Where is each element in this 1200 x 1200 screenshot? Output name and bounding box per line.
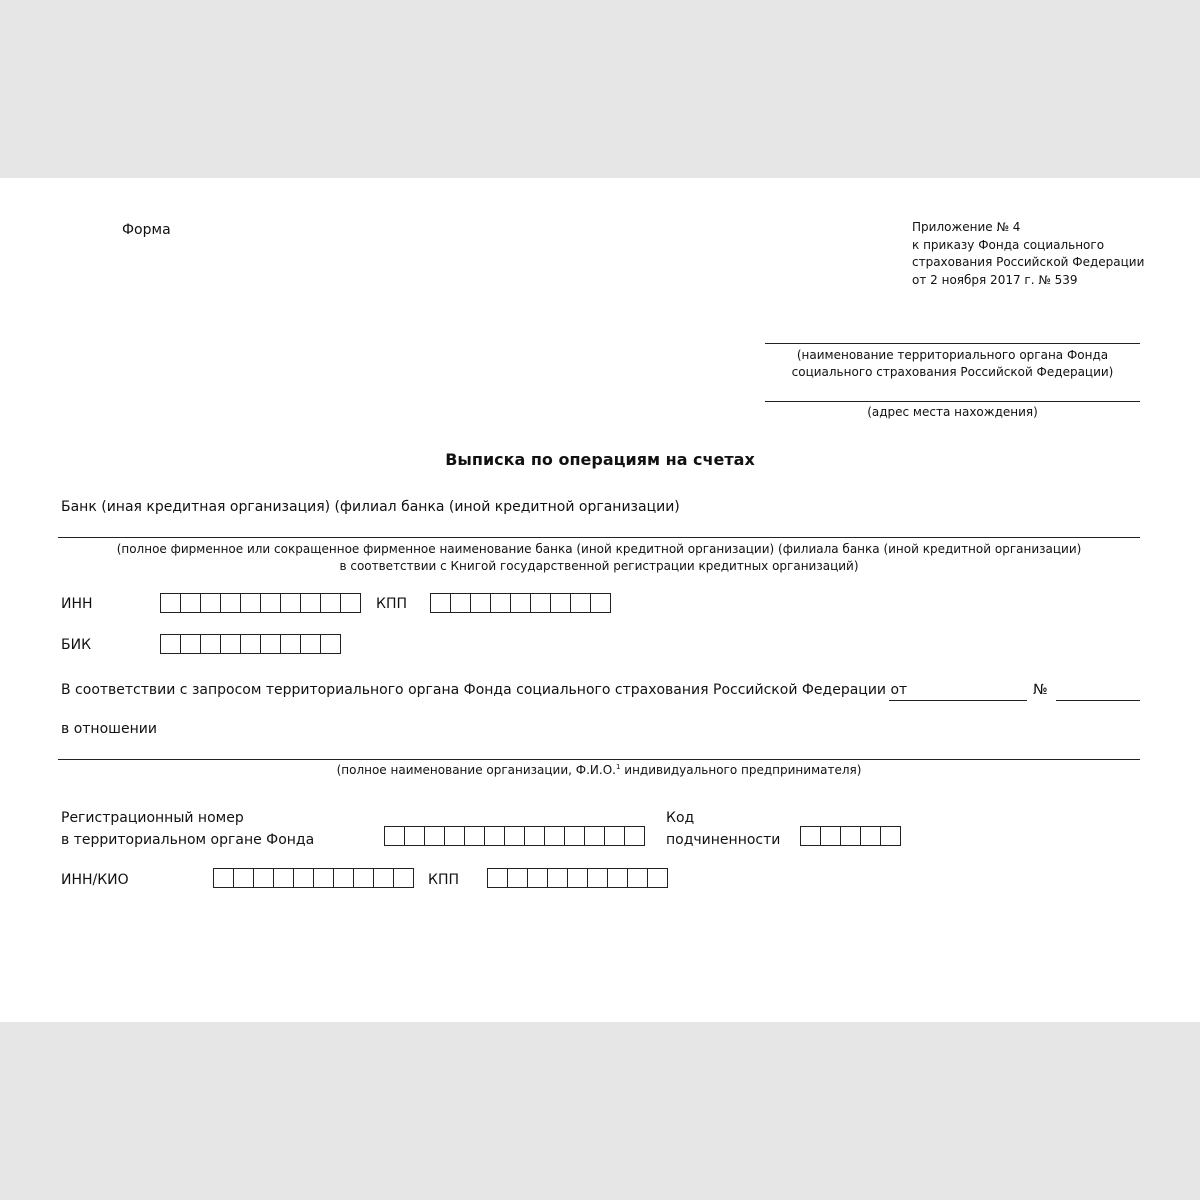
char-cell[interactable] xyxy=(591,594,611,612)
char-cell[interactable] xyxy=(605,827,625,845)
subordination-code-label-line-1: Код xyxy=(666,810,695,826)
regarding-line[interactable] xyxy=(58,759,1140,760)
char-cell[interactable] xyxy=(221,594,241,612)
char-cell[interactable] xyxy=(261,594,281,612)
char-cell[interactable] xyxy=(531,594,551,612)
char-cell[interactable] xyxy=(354,869,374,887)
bank-name-note-line-1: (полное фирменное или сокращенное фирменное наименование банка (иной кредитной организации) (филиала банка (иной кредитной организации) xyxy=(116,542,1082,556)
char-cell[interactable] xyxy=(488,869,508,887)
char-cell[interactable] xyxy=(485,827,505,845)
char-cell[interactable] xyxy=(405,827,425,845)
char-cell[interactable] xyxy=(881,827,901,845)
territorial-body-note-line-2: социального страхования Российской Федерации) xyxy=(791,365,1114,379)
reg-number-label-line-1: Регистрационный номер xyxy=(61,810,244,826)
char-cell[interactable] xyxy=(588,869,608,887)
char-cell[interactable] xyxy=(648,869,668,887)
char-cell[interactable] xyxy=(301,594,321,612)
form-sheet xyxy=(0,178,1200,1022)
reg-number-label xyxy=(61,807,314,851)
char-cell[interactable] xyxy=(201,594,221,612)
char-cell[interactable] xyxy=(445,827,465,845)
char-cell[interactable] xyxy=(525,827,545,845)
bank-kpp-label: КПП xyxy=(376,596,407,612)
document-title: Выписка по операциям на счетах xyxy=(445,450,755,469)
territorial-body-note xyxy=(765,347,1140,381)
char-cell[interactable] xyxy=(508,869,528,887)
char-cell[interactable] xyxy=(431,594,451,612)
char-cell[interactable] xyxy=(214,869,234,887)
char-cell[interactable] xyxy=(385,827,405,845)
char-cell[interactable] xyxy=(821,827,841,845)
bank-inn-cells[interactable] xyxy=(160,593,361,613)
char-cell[interactable] xyxy=(314,869,334,887)
approval-line-3: страхования Российской Федерации xyxy=(912,255,1145,269)
address-note: (адрес места нахождения) xyxy=(867,405,1038,419)
char-cell[interactable] xyxy=(394,869,414,887)
bank-inn-label: ИНН xyxy=(61,596,93,612)
char-cell[interactable] xyxy=(511,594,531,612)
char-cell[interactable] xyxy=(281,635,301,653)
char-cell[interactable] xyxy=(341,594,361,612)
char-cell[interactable] xyxy=(254,869,274,887)
subordination-code-label-line-2: подчиненности xyxy=(666,832,781,848)
bank-heading: Банк (иная кредитная организация) (филиал банка (иной кредитной организации) xyxy=(61,499,680,515)
org-kpp-label: КПП xyxy=(428,872,459,888)
bank-name-note xyxy=(58,541,1140,575)
char-cell[interactable] xyxy=(585,827,605,845)
inn-kio-label: ИНН/КИО xyxy=(61,872,129,888)
char-cell[interactable] xyxy=(425,827,445,845)
request-number-label: № xyxy=(1033,682,1048,698)
subordination-code-label xyxy=(666,807,780,851)
char-cell[interactable] xyxy=(471,594,491,612)
char-cell[interactable] xyxy=(374,869,394,887)
char-cell[interactable] xyxy=(321,635,341,653)
char-cell[interactable] xyxy=(841,827,861,845)
approval-line-1: Приложение № 4 xyxy=(912,220,1021,234)
char-cell[interactable] xyxy=(608,869,628,887)
reg-number-label-line-2: в территориальном органе Фонда xyxy=(61,832,315,848)
form-label: Форма xyxy=(122,222,171,238)
regarding-note-text: (полное наименование организации, Ф.И.О. xyxy=(336,763,616,777)
request-number-line[interactable] xyxy=(1056,700,1140,701)
bank-bik-cells[interactable] xyxy=(160,634,341,654)
char-cell[interactable] xyxy=(571,594,591,612)
bank-name-line[interactable] xyxy=(58,537,1140,538)
footnote-marker: 1 xyxy=(615,763,621,771)
approval-line-2: к приказу Фонда социального xyxy=(912,237,1105,252)
request-date-line[interactable] xyxy=(889,700,1027,701)
char-cell[interactable] xyxy=(551,594,571,612)
char-cell[interactable] xyxy=(861,827,881,845)
char-cell[interactable] xyxy=(625,827,645,845)
char-cell[interactable] xyxy=(505,827,525,845)
subordination-code-cells[interactable] xyxy=(800,826,901,846)
char-cell[interactable] xyxy=(628,869,648,887)
char-cell[interactable] xyxy=(801,827,821,845)
char-cell[interactable] xyxy=(241,635,261,653)
char-cell[interactable] xyxy=(548,869,568,887)
char-cell[interactable] xyxy=(161,594,181,612)
char-cell[interactable] xyxy=(565,827,585,845)
approval-block xyxy=(912,219,1144,289)
char-cell[interactable] xyxy=(334,869,354,887)
char-cell[interactable] xyxy=(301,635,321,653)
char-cell[interactable] xyxy=(241,594,261,612)
territorial-body-note-line-1: (наименование территориального органа Фонда xyxy=(796,348,1109,362)
char-cell[interactable] xyxy=(321,594,341,612)
request-text: В соответствии с запросом территориального органа Фонда социального страхования Российской Федерации от xyxy=(61,682,908,698)
char-cell[interactable] xyxy=(491,594,511,612)
char-cell[interactable] xyxy=(528,869,548,887)
char-cell[interactable] xyxy=(181,635,201,653)
inn-kio-cells[interactable] xyxy=(213,868,414,888)
org-kpp-cells[interactable] xyxy=(487,868,668,888)
regarding-note xyxy=(58,763,1140,777)
char-cell[interactable] xyxy=(221,635,241,653)
char-cell[interactable] xyxy=(545,827,565,845)
regarding-note-text-end: индивидуального предпринимателя) xyxy=(620,763,862,777)
char-cell[interactable] xyxy=(274,869,294,887)
char-cell[interactable] xyxy=(161,635,181,653)
bank-bik-label: БИК xyxy=(61,637,92,653)
bank-name-note-line-2: в соответствии с Книгой государственной регистрации кредитных организаций) xyxy=(339,559,859,573)
char-cell[interactable] xyxy=(568,869,588,887)
bank-kpp-cells[interactable] xyxy=(430,593,611,613)
address-line[interactable] xyxy=(765,401,1140,402)
char-cell[interactable] xyxy=(234,869,254,887)
char-cell[interactable] xyxy=(281,594,301,612)
territorial-body-line[interactable] xyxy=(765,343,1140,344)
regarding-label: в отношении xyxy=(61,721,157,737)
char-cell[interactable] xyxy=(181,594,201,612)
char-cell[interactable] xyxy=(465,827,485,845)
char-cell[interactable] xyxy=(294,869,314,887)
char-cell[interactable] xyxy=(451,594,471,612)
approval-line-4: от 2 ноября 2017 г. № 539 xyxy=(912,272,1078,287)
char-cell[interactable] xyxy=(261,635,281,653)
reg-number-cells[interactable] xyxy=(384,826,645,846)
char-cell[interactable] xyxy=(201,635,221,653)
